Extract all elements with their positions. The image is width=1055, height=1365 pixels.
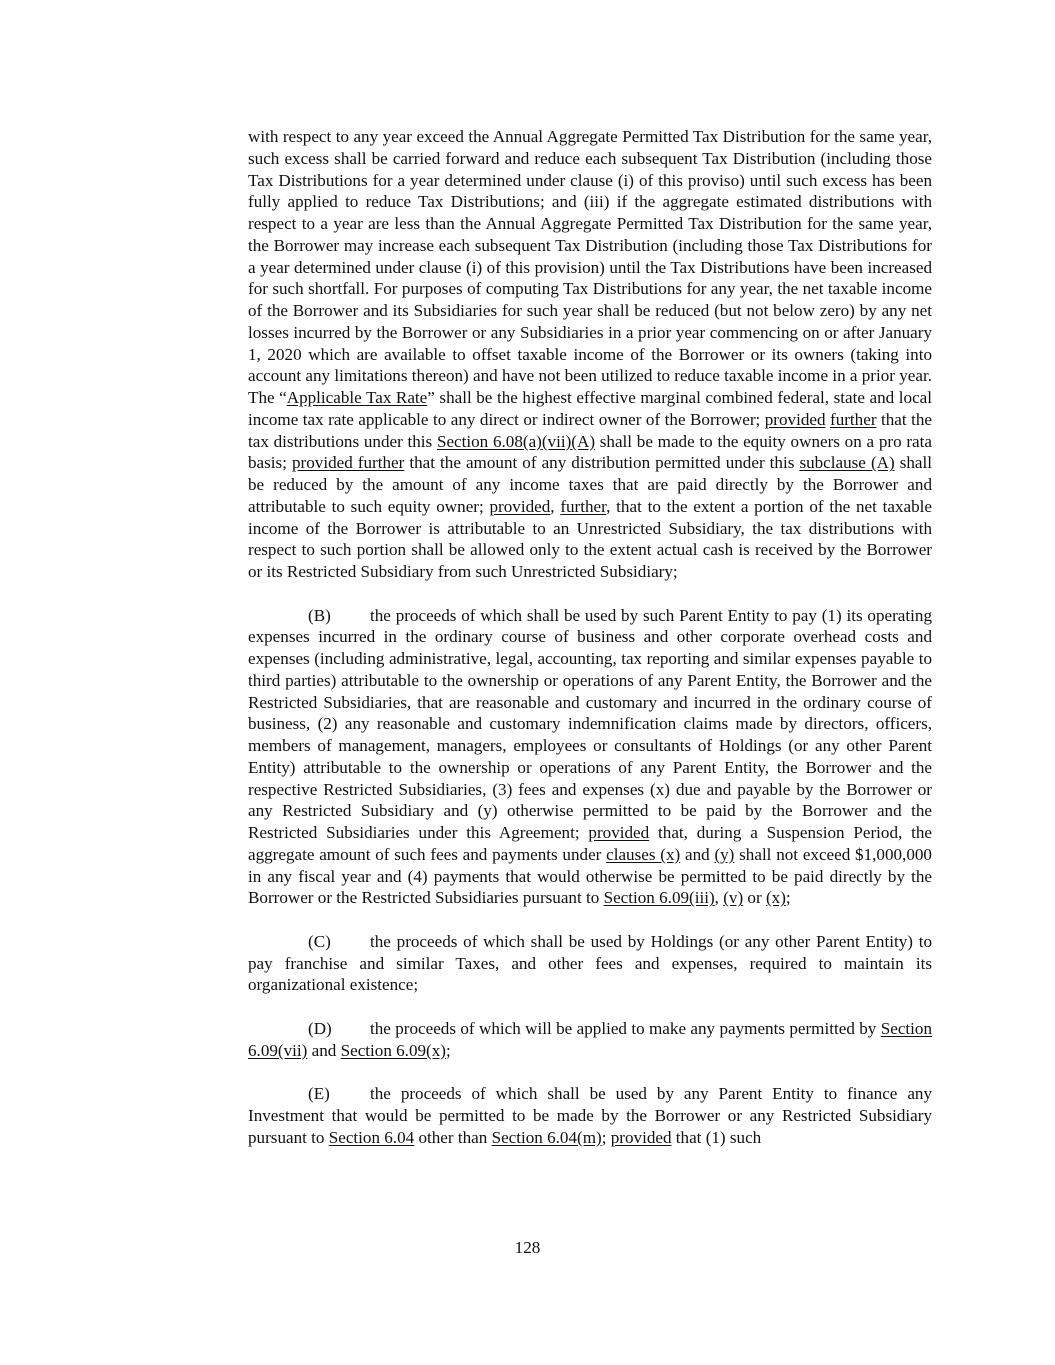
paragraph-text: or	[743, 888, 766, 908]
clause-label: (C)	[308, 931, 331, 951]
cross-reference-text: Section 6.09(iii)	[603, 888, 715, 908]
cross-reference-text: provided	[610, 1127, 672, 1147]
cross-reference-text: provided	[588, 823, 650, 842]
paragraph-text: the proceeds of which shall be used by Holdings (or any other Parent Entity) to pay franchise and similar Taxes, and other fees and expenses, required to maintain its organizational existence;	[248, 931, 932, 995]
paragraph-tax-distribution-continued	[248, 126, 932, 583]
clause-label: (D)	[308, 1018, 332, 1038]
cross-reference-text: Section 6.04	[328, 1127, 415, 1147]
paragraph-text: ;	[601, 1127, 611, 1147]
page-number: 128	[514, 1238, 541, 1257]
cross-reference-text: further	[560, 496, 607, 516]
cross-reference-text: Section 6.09(vii)	[248, 1018, 932, 1060]
cross-reference-text: (y)	[714, 844, 735, 864]
paragraph-text: shall be made to the equity owners on a pro rata basis;	[248, 431, 932, 473]
cross-reference-text: (v)	[723, 888, 744, 908]
paragraph-text: ,	[550, 496, 561, 516]
paragraph-text: shall be reduced by the amount of any income taxes that are paid directly by the Borrower and attributable to such equity owner;	[248, 453, 933, 516]
clause-label: (B)	[308, 605, 331, 625]
paragraph-clause-d	[248, 1018, 932, 1062]
cross-reference-text: further	[830, 409, 877, 429]
cross-reference-text: Section 6.04(m)	[491, 1127, 602, 1147]
cross-reference-text: Section 6.08(a)(vii)(A)	[436, 431, 596, 451]
paragraph-text: and	[680, 844, 715, 864]
paragraph-text: that the tax distributions under this	[248, 409, 932, 451]
cross-reference-text: (x)	[765, 888, 786, 908]
cross-reference-text: provided	[489, 496, 551, 516]
paragraph-clause-e	[248, 1083, 932, 1148]
cross-reference-text: Section 6.09(x)	[340, 1040, 446, 1060]
paragraph-text: the proceeds of which shall be used by any Parent Entity to finance any Investment that would be permitted to be made by the Borrower or any Restricted Subsidiary pursuant to	[248, 1084, 932, 1147]
paragraph-text: ,	[714, 888, 724, 908]
paragraph-text: the proceeds of which will be applied to make any payments permitted by	[370, 1018, 881, 1038]
document-page	[248, 126, 932, 1170]
cross-reference-text: provided	[764, 409, 826, 429]
paragraph-clause-c	[248, 931, 932, 996]
paragraph-text: ;	[446, 1040, 451, 1060]
paragraph-text: that, during a Suspension Period, the aggregate amount of such fees and payments under	[248, 823, 932, 864]
paragraph-text: that (1) such	[671, 1127, 762, 1147]
paragraph-text: the proceeds of which shall be used by such Parent Entity to pay (1) its operating expenses incurred in the ordinary course of business and other corporate overhead costs and expenses (including administrative, legal, accounting, tax reporting and similar expenses payable to third parties) attributable to the ownership or operations of any Parent Entity, the Borrower and the Restricted Subsidiaries, that are reasonable and customary and incurred in the ordinary course of business, (2) any reasonable and customary indemnification claims made by directors, officers, members of management, managers, employees or consultants of Holdings (or any other Parent Entity) attributable to the ownership or operations of any Parent Entity, the Borrower and the respective Restricted Subsidiaries, (3) fees and expenses (x) due and payable by the Borrower or any Restricted Subsidiary and (y) otherwise permitted to be paid by the Borrower and the Restricted Subsidiaries under this Agreement;	[248, 605, 932, 842]
paragraph-text: , that to the extent a portion of the net taxable income of the Borrower is attributable to an Unrestricted Subsidiary, the tax distributions with respect to such portion shall be allowed only to the extent actual cash is received by the Borrower or its Restricted Subsidiary from such Unrestricted Subsidiary;	[248, 496, 932, 581]
paragraph-clause-b	[248, 605, 932, 910]
paragraph-text: ” shall be the highest effective marginal combined federal, state and local income tax rate applicable to any direct or indirect owner of the Borrower;	[248, 388, 932, 429]
cross-reference-text: clauses (x)	[606, 844, 681, 864]
cross-reference-text: subclause (A)	[799, 453, 895, 473]
cross-reference-text: provided further	[291, 453, 405, 473]
paragraph-text: that the amount of any distribution permitted under this	[404, 453, 800, 473]
paragraph-text: and	[307, 1040, 341, 1060]
paragraph-text: other than	[414, 1127, 492, 1147]
clause-label: (E)	[308, 1084, 330, 1103]
paragraph-text: shall not exceed $1,000,000 in any fiscal year and (4) payments that would otherwise be permitted to be paid directly by the Borrower or the Restricted Subsidiaries pursuant to	[248, 844, 932, 908]
cross-reference-text: Applicable Tax Rate	[286, 388, 428, 407]
paragraph-text: ;	[785, 888, 791, 908]
paragraph-text: with respect to any year exceed the Annual Aggregate Permitted Tax Distribution for the same year, such excess shall be carried forward and reduce each subsequent Tax Distribution (including those Tax Distributions for a year determined under clause (i) of this proviso) until such excess has been fully applied to reduce Tax Distributions; and (iii) if the aggregate estimated distributions with respect to a year are less than the Annual Aggregate Permitted Tax Distribution for the same year, the Borrower may increase each subsequent Tax Distribution (including those Tax Distributions for a year determined under clause (i) of this provision) until the Tax Distributions have been increased for such shortfall. For purposes of computing Tax Distributions for any year, the net taxable income of the Borrower and its Subsidiaries for such year shall be reduced (but not below zero) by any net losses incurred by the Borrower or any Subsidiaries in a prior year commencing on or after January 1, 2020 which are available to offset taxable income of the Borrower or its owners (taking into account any limitations thereon) and have not been utilized to reduce taxable income in a prior year. The “	[248, 127, 932, 407]
